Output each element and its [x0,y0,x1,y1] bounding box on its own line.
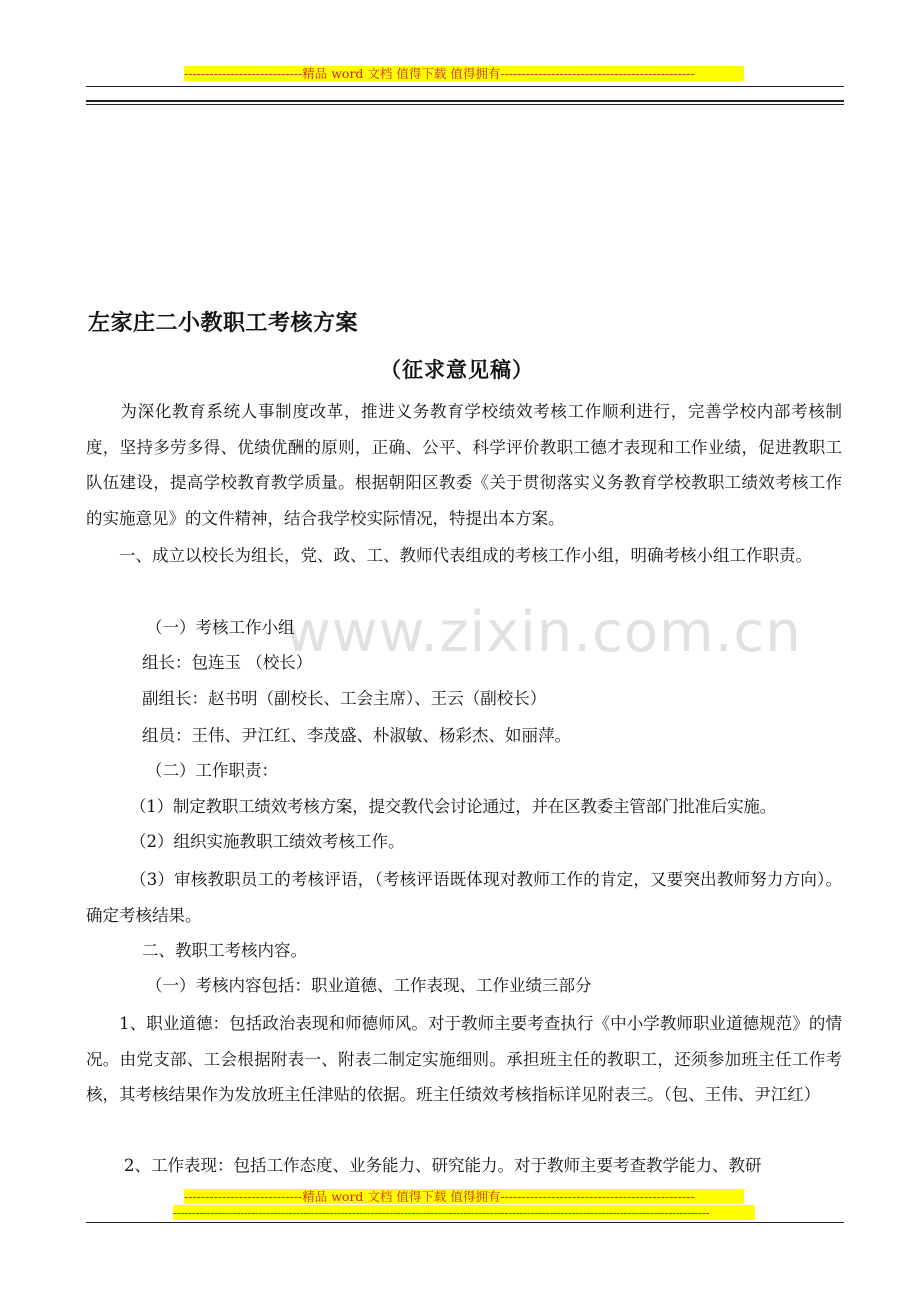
intro-paragraph: 为深化教育系统人事制度改革，推进义务教育学校绩效考核工作顺利进行，完善学校内部考核制度，坚持多劳多得、优绩优酬的原则，正确、公平、科学评价教职工德才表现和工作业绩，促进教职工队伍建设，提高学校教育教学质量。根据朝阳区教委《关于贯彻落实义务教育学校教职工绩效考核工作的实施意见》的文件精神，结合我学校实际情况，特提出本方案。 [86,402,842,528]
footer-rule [86,1222,844,1223]
content-item-1: 1、职业道德：包括政治表现和师德师风。对于教师主要考查执行《中小学教师职业道德规范》的情况。由党支部、工会根据附表一、附表二制定实施细则。承担班主任的教职工，还须参加班主任工作考核，其考核结果作为发放班主任津贴的依据。班主任绩效考核指标详见附表三。（包、王伟、尹江红） [86,1014,842,1105]
duty-item-2: （2）组织实施教职工绩效考核工作。 [130,832,405,851]
watermark: www.zixin.com.cn [285,600,802,665]
subsection-duties: （二）工作职责： [146,761,278,780]
header-rule-thick [86,100,844,102]
footer-banner: ----------------------------精品 word 文档 值得下载 值得拥有---------------------------------------------- [184,1189,744,1204]
group-members: 组员：王伟、尹江红、李茂盛、朴淑敏、杨彩杰、如丽萍。 [142,726,571,745]
footer-dash-line: ------------------------------------------------------------------------------------------------------------------------------------------------ [173,1205,755,1220]
group-leader: 组长：包连玉 （校长） [142,653,313,672]
header-banner: ----------------------------精品 word 文档 值得下载 值得拥有---------------------------------------------- [184,66,744,81]
subsection-work-group: （一）考核工作小组 [146,618,295,637]
duty-item-1: （1）制定教职工绩效考核方案，提交教代会讨论通过，并在区教委主管部门批准后实施。 [130,797,776,816]
section-two-heading: 二、教职工考核内容。 [142,941,307,960]
duty-item-3: （3）审核教职员工的考核评语，（考核评语既体现对教师工作的肯定，又要突出教师努力方向）。确定考核结果。 [86,870,842,925]
header-rule-thin-lower [86,104,844,105]
section-one-heading: 一、成立以校长为组长，党、政、工、教师代表组成的考核工作小组，明确考核小组工作职责。 [86,546,812,565]
document-subtitle: （征求意见稿） [380,358,534,382]
content-item-2: 2、工作表现：包括工作态度、业务能力、研究能力。对于教师主要考查教学能力、教研 [124,1156,762,1175]
group-deputy: 副组长：赵书明（副校长、工会主席）、王云（副校长） [142,689,547,708]
header-rule-thin [86,86,844,87]
document-title: 左家庄二小教职工考核方案 [88,311,359,336]
subsection-content: （一）考核内容包括：职业道德、工作表现、工作业绩三部分 [146,976,592,995]
